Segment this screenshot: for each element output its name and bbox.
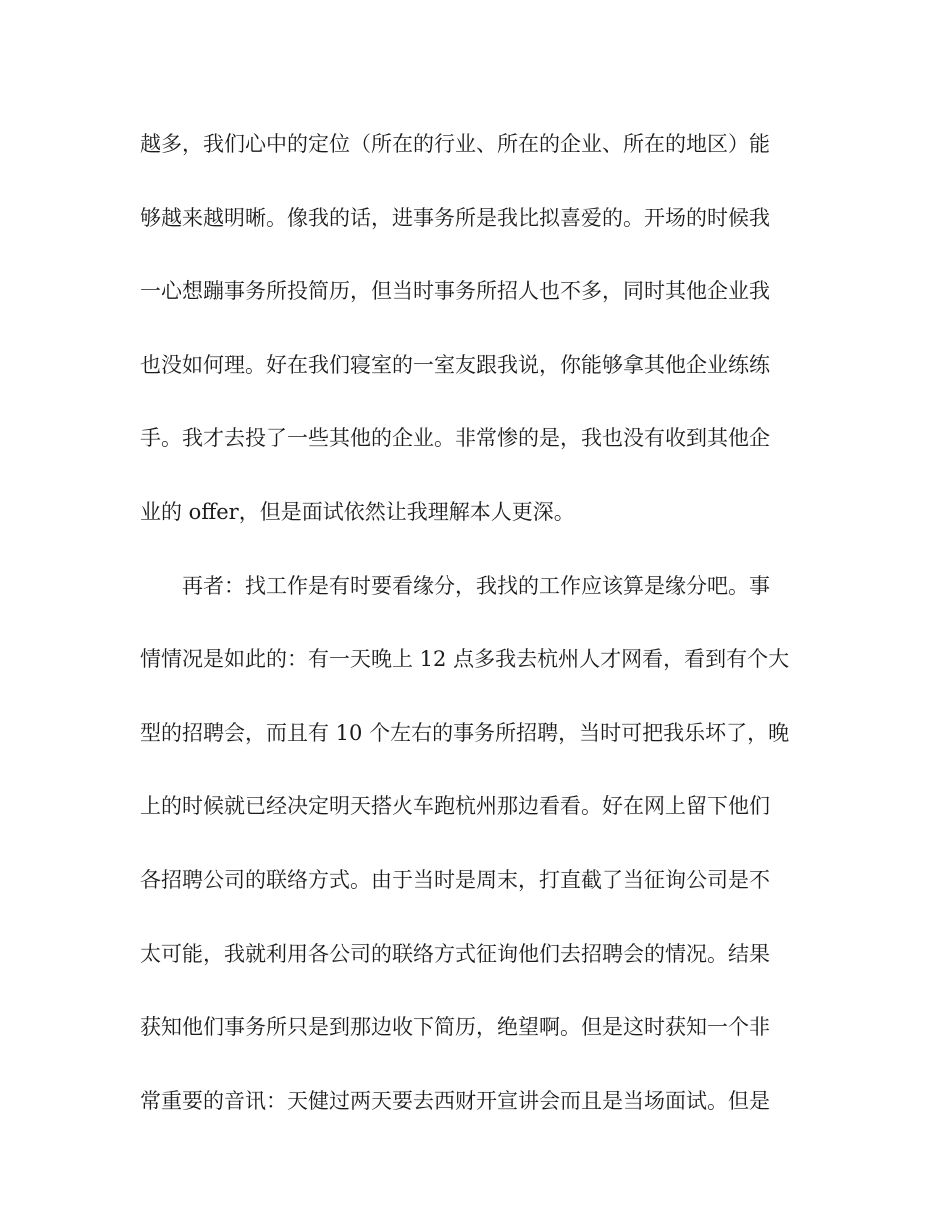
- text-line: 获知他们事务所只是到那边收下简历，绝望啊。但是这时获知一个非: [140, 1015, 770, 1040]
- text-line: 手。我才去投了一些其他的企业。非常惨的是，我也没有收到其他企: [140, 426, 770, 451]
- text-line: 一心想蹦事务所投简历，但当时事务所招人也不多，同时其他企业我: [140, 279, 770, 304]
- body-text: [140, 122, 805, 1152]
- text-line: 情情况是如此的：有一天晚上 12 点多我去杭州人才网看，看到有个大: [140, 647, 790, 672]
- text-line: 够越来越明晰。像我的话，进事务所是我比拟喜爱的。开场的时候我: [140, 205, 770, 230]
- text-line: 太可能，我就利用各公司的联络方式征询他们去招聘会的情况。结果: [140, 941, 770, 966]
- text-line: 业的 offer，但是面试依然让我理解本人更深。: [140, 499, 575, 524]
- paragraph-start-line: 再者：找工作是有时要看缘分，我找的工作应该算是缘分吧。事: [140, 573, 770, 598]
- text-line: 各招聘公司的联络方式。由于当时是周末，打直截了当征询公司是不: [140, 867, 770, 892]
- text-line: 也没如何理。好在我们寝室的一室友跟我说，你能够拿其他企业练练: [140, 352, 770, 377]
- text-line: 上的时候就已经决定明天搭火车跑杭州那边看看。好在网上留下他们: [140, 794, 770, 819]
- text-line: 型的招聘会，而且有 10 个左右的事务所招聘，当时可把我乐坏了，晚: [140, 720, 790, 745]
- text-line: 越多，我们心中的定位（所在的行业、所在的企业、所在的地区）能: [140, 132, 770, 156]
- text-line: 常重要的音讯：天健过两天要去西财开宣讲会而且是当场面试。但是: [140, 1088, 770, 1113]
